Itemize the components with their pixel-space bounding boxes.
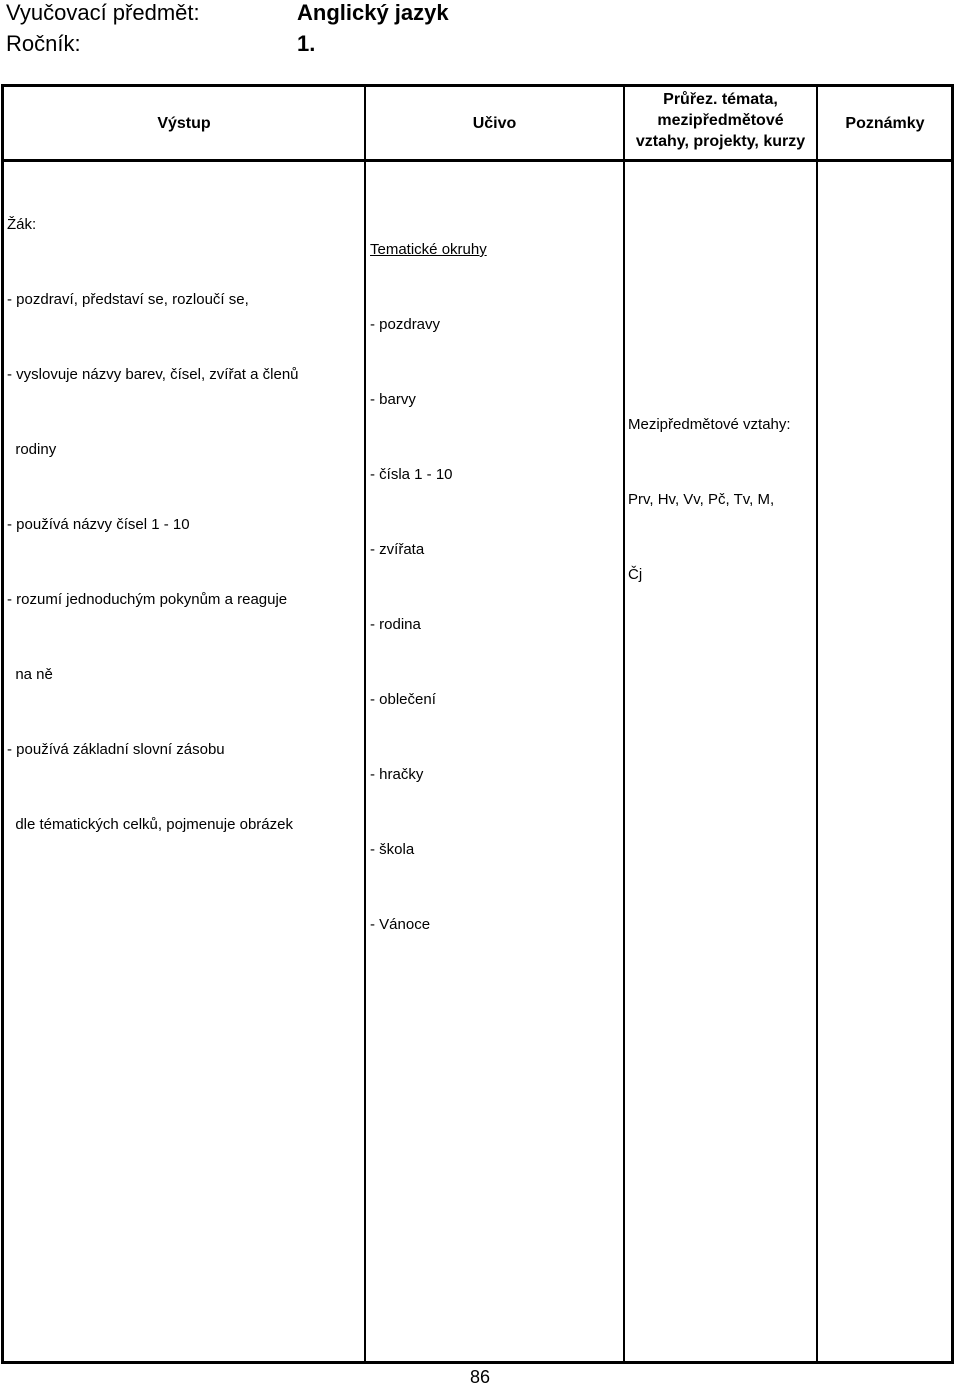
column-header-vztahy — [625, 89, 816, 152]
vystup-line: Žák: — [7, 216, 37, 233]
vystup-list — [7, 162, 299, 862]
vystup-line: - vyslovuje názvy barev, čísel, zvířat a členů — [7, 366, 299, 383]
vystup-line: - používá základní slovní zásobu — [7, 741, 225, 758]
column-divider — [816, 84, 818, 1364]
vystup-line: rodiny — [7, 441, 57, 458]
subject-value: Anglický jazyk — [297, 0, 449, 25]
ucivo-item: - škola — [370, 841, 415, 858]
vystup-line: na ně — [7, 666, 53, 683]
vystup-line: - rozumí jednoduchým pokynům a reaguje — [7, 591, 288, 608]
ucivo-item: - barvy — [370, 391, 416, 408]
subject-label: Vyučovací předmět: — [6, 0, 200, 25]
column-divider — [364, 84, 366, 1364]
ucivo-item: - hračky — [370, 766, 424, 783]
vztahy-line: Mezipředmětové vztahy: — [628, 416, 791, 433]
ucivo-item: - Vánoce — [370, 916, 431, 933]
column-header-vztahy-line: Průřez. témata, — [663, 91, 778, 108]
ucivo-item: - zvířata — [370, 541, 425, 558]
ucivo-list — [370, 187, 487, 962]
ucivo-item: - čísla 1 - 10 — [370, 466, 453, 483]
vystup-line: - používá názvy čísel 1 - 10 — [7, 516, 190, 533]
vztahy-list — [628, 362, 791, 612]
vystup-line: - pozdraví, představí se, rozloučí se, — [7, 291, 249, 308]
column-divider — [623, 84, 625, 1364]
grade-value: 1. — [297, 31, 316, 56]
ucivo-heading: Tematické okruhy — [370, 241, 487, 258]
vystup-line: dle tématických celků, pojmenuje obrázek — [7, 816, 293, 833]
ucivo-item: - rodina — [370, 616, 421, 633]
ucivo-item: - oblečení — [370, 691, 436, 708]
vztahy-line: Prv, Hv, Vv, Pč, Tv, M, — [628, 491, 775, 508]
page-number: 86 — [469, 1367, 491, 1387]
vztahy-line: Čj — [628, 566, 643, 583]
column-header-ucivo: Učivo — [472, 115, 517, 132]
column-header-vztahy-line: mezipředmětové — [657, 112, 784, 129]
column-header-vztahy-line: vztahy, projekty, kurzy — [635, 133, 806, 150]
grade-label: Ročník: — [6, 31, 81, 56]
ucivo-item: - pozdravy — [370, 316, 441, 333]
column-header-vystup: Výstup — [157, 115, 211, 132]
column-header-poznamky: Poznámky — [845, 115, 925, 132]
